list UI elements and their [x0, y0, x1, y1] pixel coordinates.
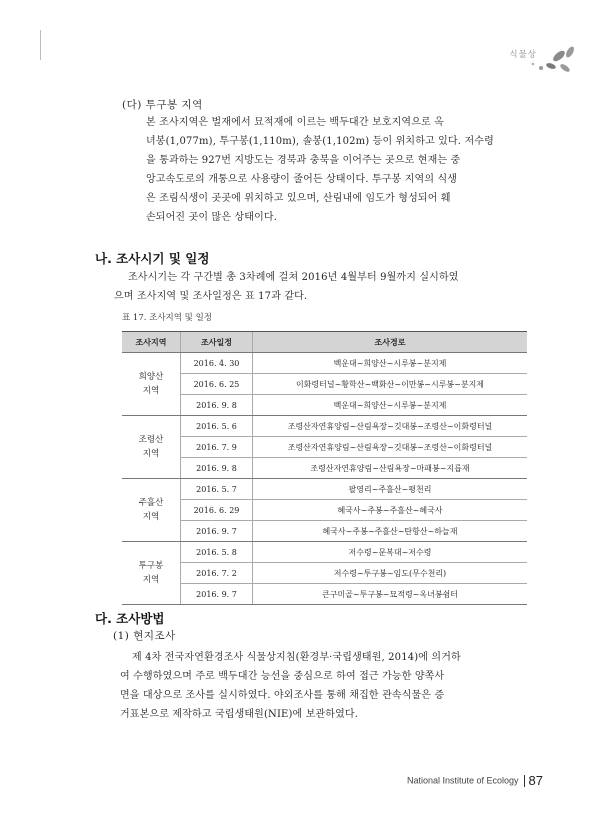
- paragraph-schedule: [106, 268, 526, 306]
- page-footer: [407, 773, 543, 788]
- table-row: [122, 437, 527, 458]
- region-suffix: 지역: [142, 575, 160, 585]
- table-row: [122, 584, 527, 605]
- paragraph-line: 앙고속도로의 개통으로 사용량이 줄어든 상태이다. 투구봉 지역의 식생: [146, 174, 458, 185]
- route-cell: 혜국사~주봉~주흘산~혜국사: [253, 500, 528, 521]
- date-cell: 2016. 6. 25: [181, 374, 253, 395]
- date-cell: 2016. 9. 7: [181, 584, 253, 605]
- date-cell: 2016. 6. 29: [181, 500, 253, 521]
- date-cell: 2016. 9. 8: [181, 395, 253, 416]
- table-row: [122, 542, 527, 563]
- running-head: 식물상: [509, 50, 537, 60]
- region-cell: [122, 353, 181, 416]
- region-cell: [122, 479, 181, 542]
- paragraph-method: [120, 648, 526, 724]
- date-cell: 2016. 7. 2: [181, 563, 253, 584]
- survey-schedule-table: [122, 331, 527, 605]
- leaf-decoration-icon: [529, 42, 579, 78]
- date-cell: 2016. 7. 9: [181, 437, 253, 458]
- paragraph-line: 손되어진 곳이 많은 상태이다.: [146, 212, 278, 223]
- region-cell: [122, 416, 181, 479]
- date-cell: 2016. 9. 7: [181, 521, 253, 542]
- route-cell: 백운대~희양산~시루봉~분지제: [253, 395, 528, 416]
- date-cell: 2016. 4. 30: [181, 353, 253, 374]
- table-header-row: [122, 332, 527, 353]
- route-cell: 이화령터널~황학산~백화산~이만봉~시루봉~분지제: [253, 374, 528, 395]
- route-cell: 조령산자연휴양림~산림욕장~마패봉~지릅재: [253, 458, 528, 479]
- table-row: [122, 458, 527, 479]
- table-row: [122, 374, 527, 395]
- region-name: 조령산: [138, 435, 164, 445]
- paragraph-line: 면을 대상으로 조사를 실시하였다. 야외조사를 통해 채집한 관속식물은 증: [120, 690, 445, 701]
- route-cell: 저수령~문복대~저수령: [253, 542, 528, 563]
- sub-heading-field-survey: (1) 현지조사: [113, 630, 176, 642]
- route-cell: 조령산자연휴양림~산림욕장~깃대봉~조령산~이화령터널: [253, 437, 528, 458]
- date-cell: 2016. 5. 7: [181, 479, 253, 500]
- table-row: [122, 500, 527, 521]
- date-cell: 2016. 5. 8: [181, 542, 253, 563]
- route-cell: 큰구미골~투구봉~묘적령~옥녀봉쉼터: [253, 584, 528, 605]
- paragraph-line: 녀봉(1,077m), 투구봉(1,110m), 솔봉(1,102m) 등이 위치하고 있다. 저수령: [146, 136, 494, 147]
- region-cell: [122, 542, 181, 605]
- table-caption: 표 17. 조사지역 및 일정: [122, 313, 213, 323]
- table-row: [122, 563, 527, 584]
- route-cell: 조령산자연휴양림~산림욕장~깃대봉~조령산~이화령터널: [253, 416, 528, 437]
- header-region: 조사지역: [122, 332, 181, 353]
- route-cell: 혜국사~주봉~주흘산~탄항산~하늘재: [253, 521, 528, 542]
- region-suffix: 지역: [142, 386, 160, 396]
- paragraph-line: 은 조림식생이 곳곳에 위치하고 있으며, 산림내에 임도가 형성되어 훼: [146, 193, 451, 204]
- header-route: 조사경로: [253, 332, 528, 353]
- route-cell: 백운대~희양산~시루봉~분지제: [253, 353, 528, 374]
- date-cell: 2016. 5. 6: [181, 416, 253, 437]
- route-cell: 저수령~투구봉~임도(무수천리): [253, 563, 528, 584]
- region-name: 희양산: [138, 372, 164, 382]
- date-cell: 2016. 9. 8: [181, 458, 253, 479]
- region-suffix: 지역: [142, 512, 160, 522]
- table-row: [122, 416, 527, 437]
- region-name: 투구봉: [138, 561, 164, 571]
- paragraph-line: 여 수행하였으며 주로 백두대간 능선을 중심으로 하여 접근 가능한 양쪽사: [120, 671, 445, 682]
- sub-heading-tugubong: (다) 투구봉 지역: [122, 99, 203, 111]
- footer-institute: National Institute of Ecology: [406, 775, 519, 786]
- section-heading-schedule: 나. 조사시기 및 일정: [95, 251, 210, 266]
- table-row: [122, 395, 527, 416]
- table-row: [122, 353, 527, 374]
- region-name: 주흘산: [138, 498, 164, 508]
- section-heading-method: 다. 조사방법: [95, 611, 165, 626]
- paragraph-line: 을 통과하는 927번 지방도는 경북과 충북을 이어주는 곳으로 현재는 중: [146, 155, 461, 166]
- paragraph-line: 조사시기는 각 구간별 총 3차례에 걸쳐 2016년 4월부터 9월까지 실시하였: [128, 272, 459, 283]
- paragraph-line: 본 조사지역은 벌재에서 묘적재에 이르는 백두대간 보호지역으로 옥: [146, 117, 444, 128]
- page-number: 87: [528, 773, 543, 788]
- paragraph-line: 으며 조사지역 및 조사일정은 표 17과 같다.: [114, 291, 308, 302]
- table-row: [122, 479, 527, 500]
- header-date: 조사일정: [181, 332, 253, 353]
- paragraph-line: 제 4차 전국자연환경조사 식물상지침(환경부·국립생태원, 2014)에 의거하: [132, 652, 461, 663]
- paragraph-line: 거표본으로 제작하고 국립생태원(NIE)에 보관하였다.: [120, 709, 359, 720]
- margin-rule: [40, 30, 41, 60]
- footer-divider: [524, 775, 525, 787]
- region-suffix: 지역: [142, 449, 160, 459]
- paragraph-tugubong: [122, 113, 522, 227]
- route-cell: 팔영리~주흘산~평천리: [253, 479, 528, 500]
- table-row: [122, 521, 527, 542]
